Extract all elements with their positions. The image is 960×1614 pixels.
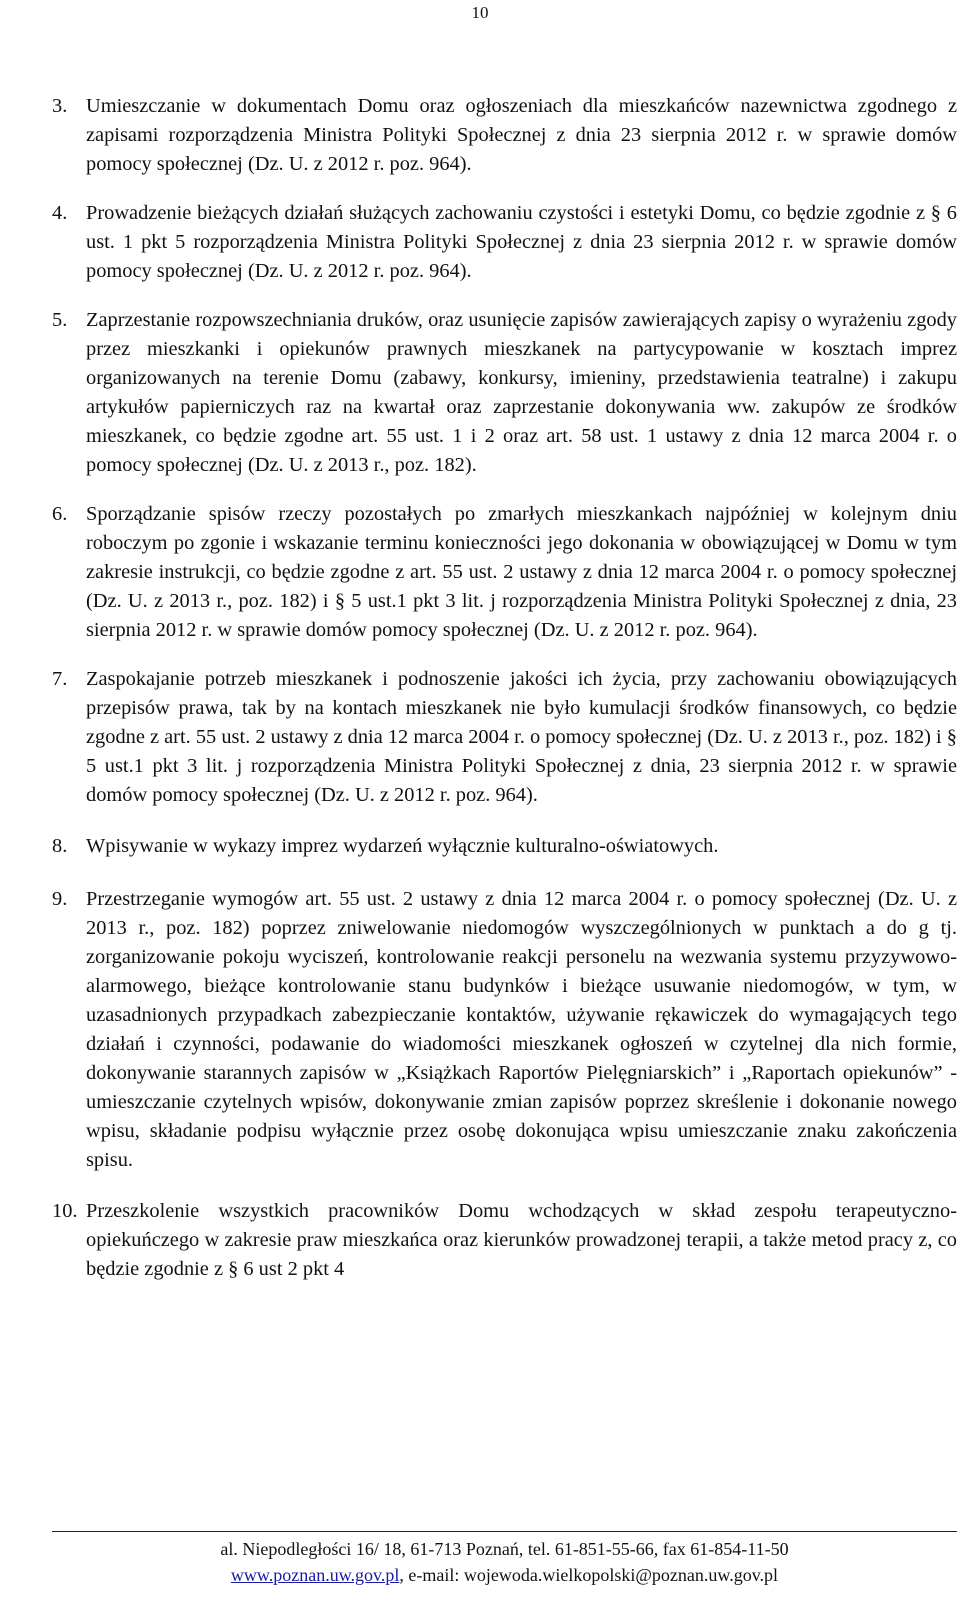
list-item-number: 9.: [52, 888, 68, 910]
footer-website-link[interactable]: www.poznan.uw.gov.pl: [230, 1565, 400, 1585]
list-item-text: Wpisywanie w wykazy imprez wydarzeń wyłącznie kulturalno-oświatowych.: [86, 835, 719, 857]
list-item-number: 5.: [52, 309, 68, 331]
list-item-text: Zaspokajanie potrzeb mieszkanek i podnoszenie jakości ich życia, przy zachowaniu obowiązujących przepisów prawa, tak by na kontach mieszkanek nie było kumulacji środków finansowych, co będzie zgodne z art. 55 ust. 2 ustawy z dnia 12 marca 2004 r. o pomocy społecznej (Dz. U. z 2013 r., poz. 182) i § 5 ust.1 pkt 3 lit. j rozporządzenia Ministra Polityki Społecznej z dnia, 23 sierpnia 2012 r. w sprawie domów pomocy społecznej (Dz. U. z 2012 r. poz. 964).: [86, 668, 957, 806]
footer-email: , e-mail: wojewoda.wielkopolski@poznan.uw.gov.pl: [399, 1565, 779, 1585]
list-item-text: Przestrzeganie wymogów art. 55 ust. 2 ustawy z dnia 12 marca 2004 r. o pomocy społecznej (Dz. U. z 2013 r., poz. 182) poprzez zniwelowanie niedomogów wyszczególnionych w punktach a do g tj. zorganizowanie pokoju wyciszeń, kontrolowanie reakcji personelu na wezwania systemu przyzywowo-alarmowego, bieżące kontrolowanie stanu budynków i bieżące usuwanie niedomogów, w tym, w uzasadnionych przypadkach zabezpieczanie kontaktów, używanie rękawiczek do wymagających tego działań i czynności, podawanie do wiadomości mieszkanek ogłoszeń w czytelnej dla nich formie, dokonywanie starannych zapisów w „Książkach Raportów Pielęgniarskich” i „Raportach opiekunów” - umieszczanie czytelnych wpisów, dokonywanie zmian zapisów poprzez skreślenie i dokonanie nowego wpisu, składanie podpisu wyłącznie przez osobę dokonująca wpisu umieszczanie znaku zakończenia spisu.: [86, 888, 957, 1171]
list-item: [52, 665, 957, 810]
page-number: 10: [471, 3, 489, 22]
list-item-number: 6.: [52, 503, 68, 525]
footer-divider: [52, 1531, 957, 1532]
list-item: [52, 1197, 957, 1284]
list-item-text: Umieszczanie w dokumentach Domu oraz ogłoszeniach dla mieszkańców nazewnictwa zgodnego z zapisami rozporządzenia Ministra Polityki Społecznej z dnia 23 sierpnia 2012 r. w sprawie domów pomocy społecznej (Dz. U. z 2012 r. poz. 964).: [86, 95, 957, 175]
footer-address: al. Niepodległości 16/ 18, 61-713 Poznań, tel. 61-851-55-66, fax 61-854-11-50: [220, 1539, 789, 1559]
list-item-number: 8.: [52, 835, 68, 857]
list-item-number: 4.: [52, 202, 68, 224]
footer-contact: [52, 1562, 957, 1588]
list-item-number: 10.: [52, 1200, 78, 1222]
list-item-number: 7.: [52, 668, 68, 690]
list-item-text: Sporządzanie spisów rzeczy pozostałych po zmarłych mieszkankach najpóźniej w kolejnym dniu roboczym po zgonie i wskazanie terminu konieczności jego dokonania w obowiązującej w Domu w tym zakresie instrukcji, co będzie zgodne z art. 55 ust. 2 ustawy z dnia 12 marca 2004 r. o pomocy społecznej (Dz. U. z 2013 r., poz. 182) i § 5 ust.1 pkt 3 lit. j rozporządzenia Ministra Polityki Społecznej z dnia, 23 sierpnia 2012 r. w sprawie domów pomocy społecznej (Dz. U. z 2012 r. poz. 964).: [86, 503, 957, 641]
list-item-text: Przeszkolenie wszystkich pracowników Domu wchodzących w skład zespołu terapeutyczno-opiekuńczego w zakresie praw mieszkańca oraz kierunków prowadzonej terapii, a także metod pracy z, co będzie zgodnie z § 6 ust 2 pkt 4: [86, 1200, 957, 1280]
document-body: [52, 92, 957, 1304]
list-item-text: Zaprzestanie rozpowszechniania druków, oraz usunięcie zapisów zawierających zapisy o wyrażeniu zgody przez mieszkanki i opiekunów prawnych mieszkanek na partycypowanie w kosztach imprez organizowanych na terenie Domu (zabawy, konkursy, imieniny, przedstawienia teatralne) i zakupu artykułów papierniczych raz na kwartał oraz zaprzestanie dokonywania ww. zakupów ze środków mieszkanek, co będzie zgodne art. 55 ust. 1 i 2 oraz art. 58 ust. 1 ustawy z dnia 12 marca 2004 r. o pomocy społecznej (Dz. U. z 2013 r., poz. 182).: [86, 309, 957, 476]
list-item: [52, 500, 957, 645]
list-item: [52, 199, 957, 286]
list-item: [52, 92, 957, 179]
list-item: [52, 832, 957, 861]
list-item: [52, 306, 957, 480]
list-item-number: 3.: [52, 95, 68, 117]
footer: [52, 1536, 957, 1588]
list-item: [52, 885, 957, 1175]
list-item-text: Prowadzenie bieżących działań służących zachowaniu czystości i estetyki Domu, co będzie zgodnie z § 6 ust. 1 pkt 5 rozporządzenia Ministra Polityki Społecznej z dnia 23 sierpnia 2012 r. w sprawie domów pomocy społecznej (Dz. U. z 2012 r. poz. 964).: [86, 202, 957, 282]
